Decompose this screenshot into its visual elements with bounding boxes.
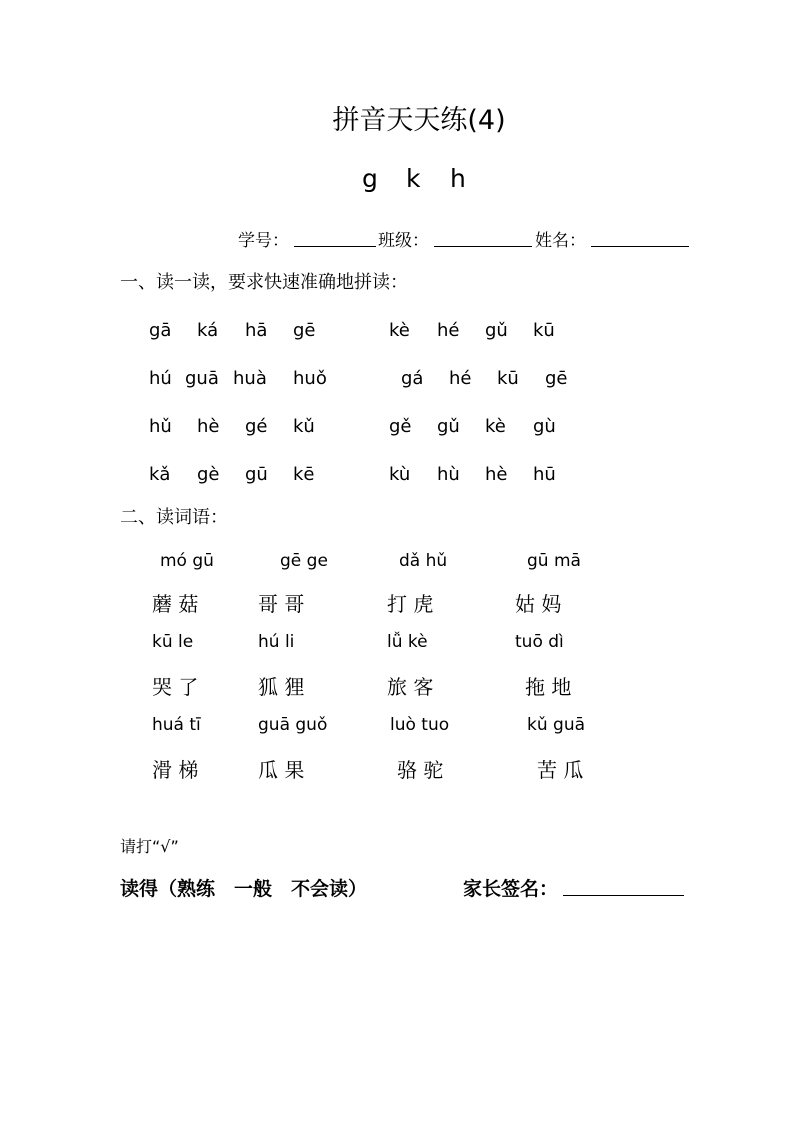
pinyin-r3c4: kǔ: [293, 416, 315, 437]
word-hanzi-2-4: 拖 地: [525, 675, 572, 699]
pinyin-r1c7: gǔ: [485, 320, 508, 341]
word-pinyin-1-1: mó gū: [160, 551, 214, 571]
pinyin-r1c5: kè: [389, 320, 410, 341]
pinyin-r3c6: gǔ: [437, 416, 460, 437]
letter-h: h: [450, 164, 466, 193]
pinyin-r2c6: hé: [449, 368, 472, 389]
pinyin-r3c8: gù: [533, 416, 556, 437]
word-pinyin-3-1: huá tī: [152, 715, 201, 735]
pinyin-r2c5: gá: [401, 368, 424, 389]
word-hanzi-1-4: 姑 妈: [515, 592, 562, 616]
word-pinyin-3-2: guā guǒ: [258, 715, 328, 735]
class-field[interactable]: [434, 246, 532, 247]
word-pinyin-3-4: kǔ guā: [527, 715, 586, 735]
pinyin-r1c6: hé: [437, 320, 460, 341]
page-title: 拼音天天练(4): [332, 105, 506, 136]
word-hanzi-2-2: 狐 狸: [258, 675, 305, 699]
pinyin-r4c6: hù: [437, 464, 460, 485]
section1-heading: 一、读一读，要求快速准确地拼读：: [120, 272, 408, 293]
pinyin-r3c3: gé: [245, 416, 268, 437]
word-pinyin-3-3: luò tuo: [390, 715, 450, 735]
pinyin-r4c1: kǎ: [149, 464, 171, 485]
letter-k: k: [406, 164, 421, 193]
word-pinyin-1-4: gū mā: [527, 551, 581, 571]
student-no-label: 学号：: [238, 231, 289, 251]
word-hanzi-3-4: 苦 瓜: [537, 758, 584, 782]
word-hanzi-1-2: 哥 哥: [258, 592, 305, 616]
parent-signature-field[interactable]: [563, 895, 684, 896]
pinyin-r2c4: huǒ: [293, 368, 327, 389]
word-pinyin-2-2: hú li: [258, 632, 295, 652]
pinyin-r1c4: gē: [293, 320, 316, 341]
pinyin-r4c4: kē: [293, 464, 315, 485]
pinyin-r3c7: kè: [485, 416, 506, 437]
pinyin-r1c3: hā: [245, 320, 268, 341]
pinyin-r4c5: kù: [389, 464, 411, 485]
pinyin-r2c2: guā: [185, 368, 219, 389]
check-note: 请打“√”: [120, 837, 179, 856]
word-pinyin-2-1: kū le: [152, 632, 194, 652]
pinyin-r4c8: hū: [533, 464, 556, 485]
class-label: 班级：: [378, 231, 429, 251]
pinyin-r2c7: kū: [497, 368, 519, 389]
word-hanzi-3-1: 滑 梯: [152, 758, 199, 782]
parent-signature-label: 家长签名：: [463, 878, 559, 900]
student-no-field[interactable]: [294, 246, 376, 247]
pinyin-r1c2: ká: [197, 320, 219, 341]
pinyin-r4c3: gū: [245, 464, 268, 485]
pinyin-r1c1: gā: [149, 320, 172, 341]
word-pinyin-1-3: dǎ hǔ: [399, 551, 448, 571]
word-pinyin-1-2: gē ge: [280, 551, 328, 571]
word-hanzi-3-3: 骆 驼: [397, 758, 444, 782]
word-pinyin-2-4: tuō dì: [515, 632, 564, 652]
pinyin-r4c7: hè: [485, 464, 508, 485]
pinyin-r2c3: huà: [233, 368, 267, 389]
word-hanzi-3-2: 瓜 果: [258, 758, 305, 782]
section2-heading: 二、读词语：: [120, 507, 228, 528]
pinyin-r2c8: gē: [545, 368, 568, 389]
name-field[interactable]: [591, 246, 689, 247]
pinyin-r1c8: kū: [533, 320, 555, 341]
word-pinyin-2-3: lǚ kè: [387, 632, 428, 652]
letter-g: g: [362, 164, 378, 193]
reading-level: 读得（熟练 一般 不会读）: [120, 878, 368, 900]
word-hanzi-1-3: 打 虎: [387, 592, 434, 616]
word-hanzi-2-3: 旅 客: [387, 675, 434, 699]
word-hanzi-2-1: 哭 了: [152, 675, 199, 699]
pinyin-r2c1: hú: [149, 368, 172, 389]
pinyin-r3c1: hǔ: [149, 416, 172, 437]
word-hanzi-1-1: 蘑 菇: [152, 592, 199, 616]
name-label: 姓名：: [535, 231, 586, 251]
pinyin-r3c2: hè: [197, 416, 220, 437]
pinyin-r4c2: gè: [197, 464, 220, 485]
pinyin-r3c5: gě: [389, 416, 412, 437]
